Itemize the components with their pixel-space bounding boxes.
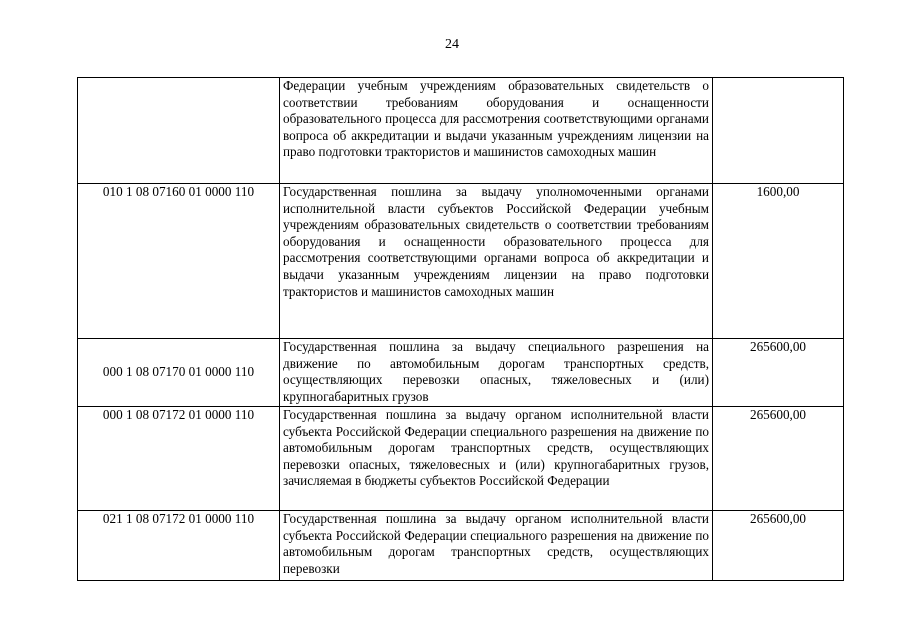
- budget-code-cell: 021 1 08 07172 01 0000 110: [78, 511, 280, 581]
- fees-table: [77, 77, 844, 581]
- description-cell: Государственная пошлина за выдачу органом исполнительной власти субъекта Российской Федерации специального разрешения на движение по автомобильным дорогам транспортных средств, осуществляющих перевозки опасных, тяжеловесных и (или) крупногабаритных грузов, зачисляемая в бюджеты субъектов Российской Федерации: [280, 407, 713, 511]
- description-cell: Государственная пошлина за выдачу органом исполнительной власти субъекта Российской Федерации специального разрешения на движение по автомобильным дорогам транспортных средств, осуществляющих перевозки: [280, 511, 713, 581]
- table-row: [78, 184, 844, 339]
- amount-cell: 265600,00: [713, 511, 844, 581]
- amount-cell: 265600,00: [713, 407, 844, 511]
- page-number: 24: [445, 37, 459, 52]
- table-row: [78, 511, 844, 581]
- budget-code-cell: [78, 78, 280, 184]
- budget-code-cell: 000 1 08 07172 01 0000 110: [78, 407, 280, 511]
- description-cell: Федерации учебным учреждениям образовательных свидетельств о соответствии требованиям оборудования и оснащенности образовательного процесса для рассмотрения соответствующими органами вопроса об аккредитации и выдачи указанным учреждениям лицензии на право подготовки трактористов и машинистов самоходных машин: [280, 78, 713, 184]
- table-row: [78, 78, 844, 184]
- amount-cell: 265600,00: [713, 339, 844, 407]
- amount-cell: [713, 78, 844, 184]
- description-cell: Государственная пошлина за выдачу специального разрешения на движение по автомобильным дорогам транспортных средств, осуществляющих перевозки опасных, тяжеловесных и (или) крупногабаритных грузов: [280, 339, 713, 407]
- amount-cell: 1600,00: [713, 184, 844, 339]
- description-cell: Государственная пошлина за выдачу уполномоченными органами исполнительной власти субъектов Российской Федерации учебным учреждениям образовательных свидетельств о соответствии требованиям оборудования и оснащенности образовательного процесса для рассмотрения соответствующими органами вопроса об аккредитации и выдачи указанным учреждениям лицензии на право подготовки трактористов и машинистов самоходных машин: [280, 184, 713, 339]
- budget-code-cell: 010 1 08 07160 01 0000 110: [78, 184, 280, 339]
- budget-code-cell: 000 1 08 07170 01 0000 110: [78, 339, 280, 407]
- table-row: [78, 339, 844, 407]
- table-row: [78, 407, 844, 511]
